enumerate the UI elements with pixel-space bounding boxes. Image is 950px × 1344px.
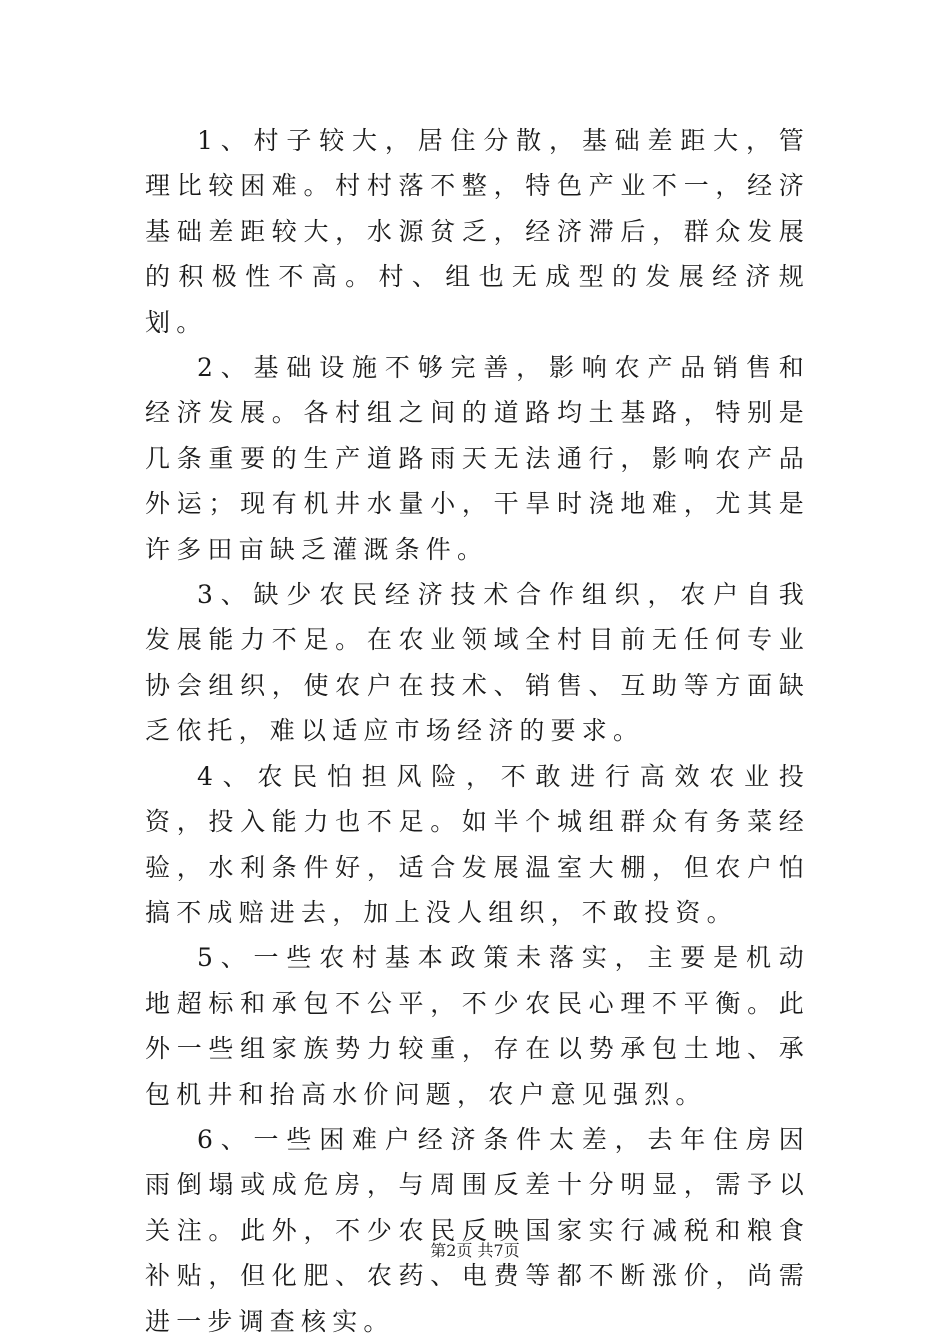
paragraph-5: 5、一些农村基本政策未落实，主要是机动地超标和承包不公平，不少农民心理不平衡。此外一些组家族势力较重，存在以势承包土地、承包机井和抬高水价问题，农户意见强烈。 (145, 943, 810, 1109)
paragraph-6: 6、一些困难户经济条件太差，去年住房因雨倒塌或成危房，与周围反差十分明显，需予以关注。此外，不少农民反映国家实行减税和粮食补贴，但化肥、农药、电费等都不断涨价，尚需进一步调查核实。 (145, 1124, 810, 1336)
paragraph-2: 2、基础设施不够完善，影响农产品销售和经济发展。各村组之间的道路均土基路，特别是几条重要的生产道路雨天无法通行，影响农产品外运；现有机井水量小，干旱时浇地难，尤其是许多田亩缺乏灌溉条件。 (145, 353, 810, 564)
paragraph-1: 1、村子较大，居住分散，基础差距大，管理比较困难。村村落不整，特色产业不一，经济基础差距较大，水源贫乏，经济滞后，群众发展的积极性不高。村、组也无成型的发展经济规划。 (145, 126, 810, 337)
paragraph-4: 4、农民怕担风险，不敢进行高效农业投资，投入能力也不足。如半个城组群众有务菜经验，水利条件好，适合发展温室大棚，但农户怕搞不成赔进去，加上没人组织，不敢投资。 (145, 761, 810, 927)
document-body (145, 118, 810, 1344)
paragraph-3: 3、缺少农民经济技术合作组织，农户自我发展能力不足。在农业领域全村目前无任何专业协会组织，使农户在技术、销售、互助等方面缺乏依托，难以适应市场经济的要求。 (145, 580, 810, 746)
page-number-footer: 第2页 共7页 (430, 1241, 520, 1260)
